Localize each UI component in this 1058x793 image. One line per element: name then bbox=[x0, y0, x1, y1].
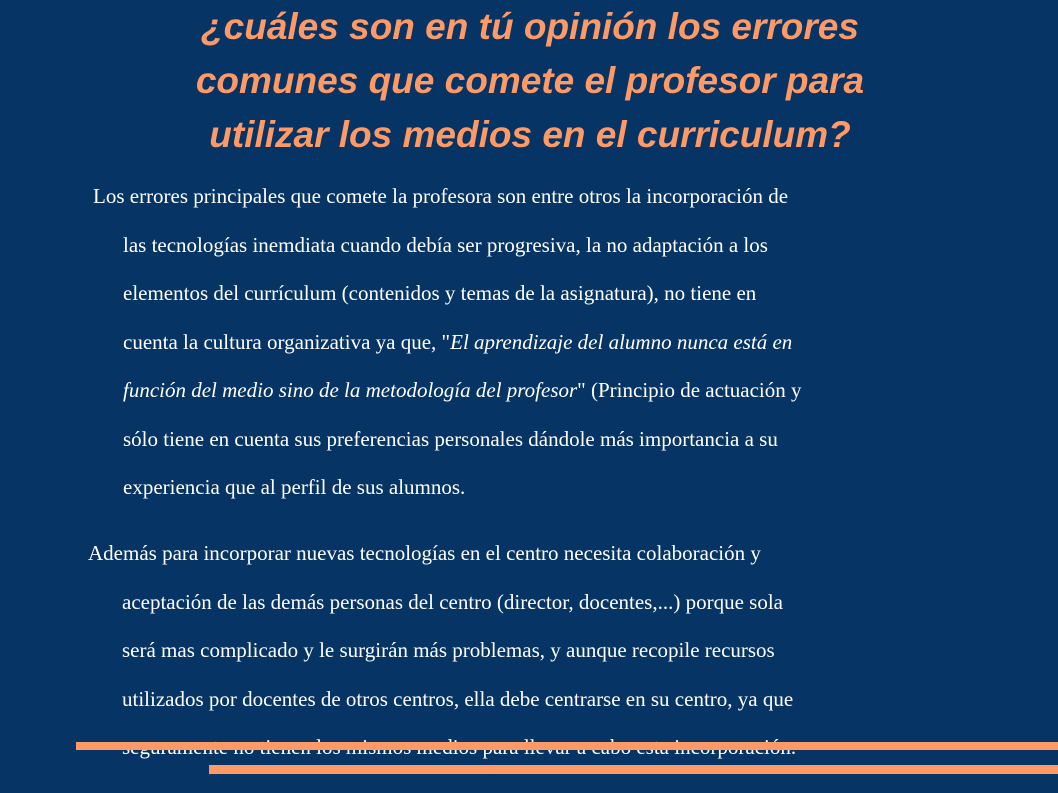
accent-bar-top bbox=[76, 742, 1058, 750]
title-line: comunes que comete el profesor para bbox=[195, 60, 865, 101]
quote-text: función del medio sino de la metodología del profesor bbox=[123, 378, 578, 402]
paragraph-line bbox=[93, 318, 993, 367]
paragraph-line: sólo tiene en cuenta sus preferencias personales dándole más importancia a su bbox=[123, 426, 778, 451]
paragraph-line: será mas complicado y le surgirán más problemas, y aunque recopile recursos bbox=[122, 638, 775, 662]
paragraph-line: aceptación de las demás personas del centro (director, docentes,...) porque sola bbox=[122, 589, 783, 614]
slide-title bbox=[60, 0, 1000, 162]
paragraph-text: " (Principio de actuación y bbox=[577, 378, 802, 402]
paragraph-text: cuenta la cultura organizativa ya que, " bbox=[123, 329, 451, 354]
paragraph-line: experiencia que al perfil de sus alumnos. bbox=[123, 475, 466, 499]
accent-bar-bottom bbox=[209, 765, 1058, 774]
body-paragraph-collaboration bbox=[88, 529, 993, 772]
paragraph-line: elementos del currículum (contenidos y temas de la asignatura), no tiene en bbox=[123, 281, 757, 305]
paragraph-line: las tecnologías inemdiata cuando debía ser progresiva, la no adaptación a los bbox=[123, 232, 768, 257]
paragraph-line: Los errores principales que comete la profesora son entre otros la incorporación de bbox=[93, 184, 789, 208]
paragraph-line: Además para incorporar nuevas tecnologías en el centro necesita colaboración y bbox=[88, 541, 761, 565]
paragraph-line: utilizados por docentes de otros centros, ella debe centrarse en su centro, ya que bbox=[122, 686, 794, 711]
title-line: ¿cuáles son en tú opinión los errores bbox=[201, 6, 859, 47]
paragraph-line bbox=[93, 366, 993, 415]
quote-text: El aprendizaje del alumno nunca está en bbox=[450, 329, 793, 354]
body-paragraph-errors bbox=[93, 172, 993, 512]
title-line: utilizar los medios en el curriculum? bbox=[209, 114, 851, 155]
